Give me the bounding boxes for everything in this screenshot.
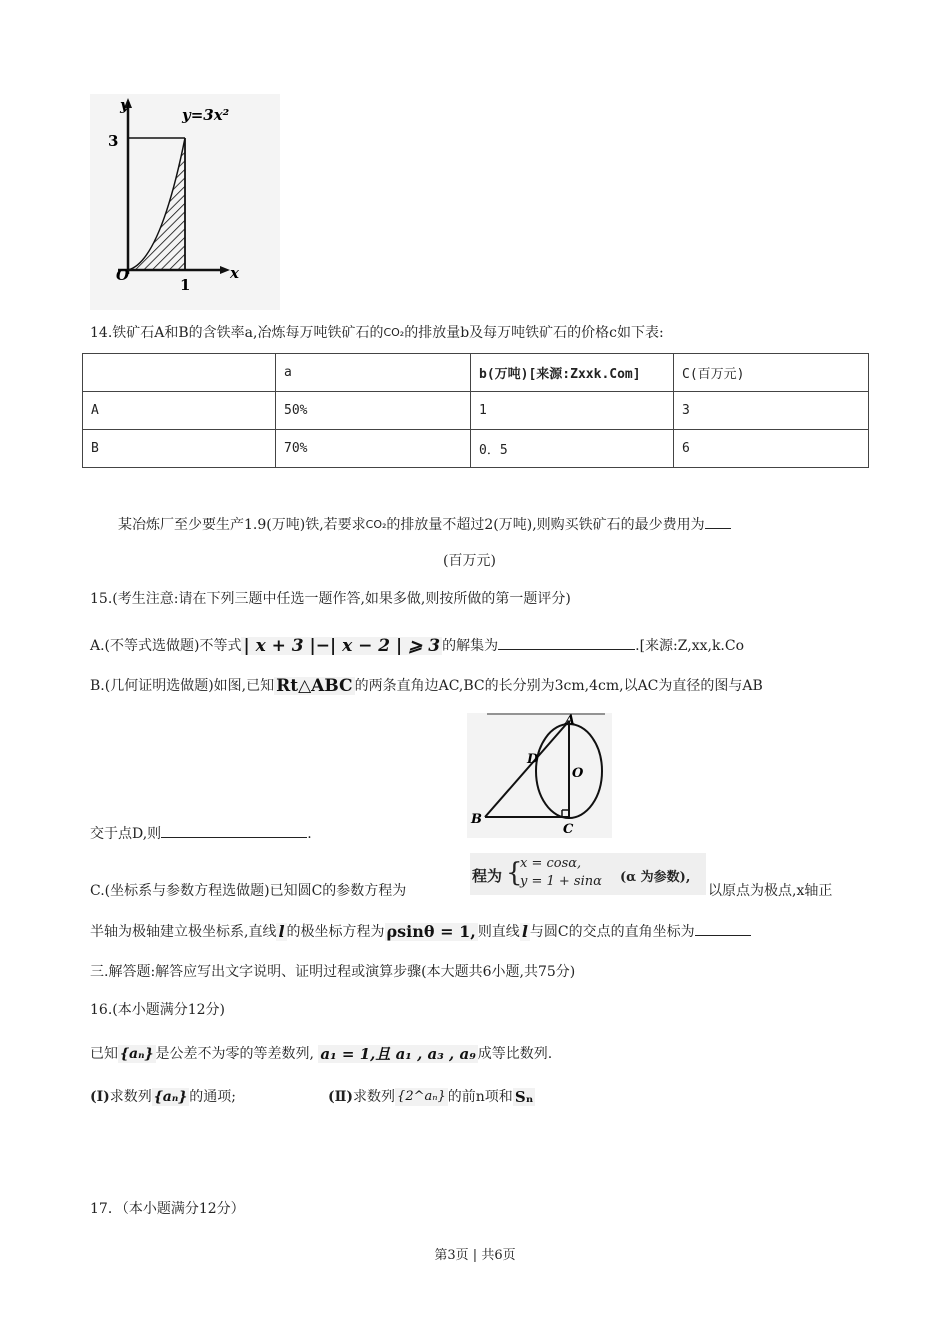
circle-figure-svg xyxy=(467,713,612,838)
q16-line1-mid: 是公差不为零的等差数列, xyxy=(155,1046,314,1062)
point-c-label: C xyxy=(563,822,574,837)
q16-p2-text: 求数列 xyxy=(353,1089,396,1105)
param-note: (α 为参数), xyxy=(620,870,691,885)
table-header-cell: C(百万元) xyxy=(674,354,869,392)
table-header-cell xyxy=(83,354,276,392)
param-line-2: y = 1 + sinα xyxy=(520,874,602,889)
table-cell: B xyxy=(83,430,276,468)
q14-prompt-pre: 某冶炼厂至少要生产1.9(万吨)铁,若要求 xyxy=(118,517,366,533)
parametric-equation xyxy=(470,853,706,895)
q16-title: 16.(本小题满分12分) xyxy=(90,1002,226,1018)
q15-a-tail: .[来源:Z,xx,k.Co xyxy=(635,638,745,654)
q15-b-pre: B.(几何证明选做题)如图,已知 xyxy=(90,678,275,694)
table-header-cell: b(万吨)[来源:Zxxk.Com] xyxy=(471,354,674,392)
x-arrow-icon xyxy=(220,266,230,274)
q15-b-line2-text: 交于点D,则 xyxy=(90,826,162,842)
table-cell: 50% xyxy=(276,392,471,430)
table-header-row xyxy=(83,354,869,392)
area-figure xyxy=(90,94,280,310)
q15-a-pre: A.(不等式选做题)不等式 xyxy=(90,638,242,654)
origin-label: O xyxy=(116,266,130,284)
q16-line1 xyxy=(90,1045,552,1063)
page-footer: 第3页 | 共6页 xyxy=(434,1248,516,1263)
q15-b-end: . xyxy=(307,826,312,842)
table-row xyxy=(83,392,869,430)
sequence-condition: a₁ = 1,且 a₁ , a₃ , a₉ xyxy=(320,1045,476,1063)
y-axis-label: y xyxy=(120,96,129,114)
table-header-cell: a xyxy=(276,354,471,392)
q15-c-line2-post: 与圆C的交点的直角坐标为 xyxy=(529,924,695,940)
co2-formula: CO₂ xyxy=(383,326,405,339)
q15-c-line2-mid: 的极坐标方程为 xyxy=(286,924,385,940)
sequence-an: {aₙ} xyxy=(153,1089,188,1105)
sequence-2an: {2^aₙ} xyxy=(397,1089,446,1104)
q16-part2 xyxy=(328,1088,535,1106)
x-axis-label: x xyxy=(230,264,239,282)
q16-p1-text: 求数列 xyxy=(109,1089,152,1105)
triangle-formula: Rt△ABC xyxy=(276,676,353,696)
q14-prompt-post: 的排放量不超过2(万吨),则购买铁矿石的最少费用为 xyxy=(386,517,705,533)
q15-a-post: 的解集为 xyxy=(442,638,499,654)
param-prefix: 程为 xyxy=(472,867,503,885)
line-l-symbol: l xyxy=(521,922,528,941)
q16-line1-pre: 已知 xyxy=(90,1046,118,1062)
q15-intro: 15.(考生注意:请在下列三题中任选一题作答,如果多做,则按所做的第一题评分) xyxy=(90,591,571,607)
q16-p1-post: 的通项; xyxy=(189,1089,237,1105)
q15-b xyxy=(90,677,763,695)
q16-part1 xyxy=(90,1088,236,1106)
q14-prompt xyxy=(118,513,731,534)
q14-intro xyxy=(90,324,664,342)
shaded-region xyxy=(128,138,185,270)
co2-formula: CO₂ xyxy=(365,518,387,531)
q15-c-post: 以原点为极点,x轴正 xyxy=(708,883,833,899)
q14-text-pre: 14.铁矿石A和B的含铁率a,冶炼每万吨铁矿石的 xyxy=(90,325,384,341)
brace-icon: { xyxy=(506,858,523,888)
tick-x-1: 1 xyxy=(180,276,191,294)
table-row xyxy=(83,430,869,468)
q15-c-line2 xyxy=(90,920,751,941)
q15-c-line2-pre: 半轴为极轴建立极坐标系,直线 xyxy=(90,924,277,940)
q15-c-line2-mid2: 则直线 xyxy=(477,924,520,940)
polar-equation: ρsinθ = 1, xyxy=(386,922,476,941)
table-cell: 70% xyxy=(276,430,471,468)
curve-label: y=3x² xyxy=(182,106,230,124)
q15-a xyxy=(90,634,744,655)
point-b-label: B xyxy=(471,812,482,827)
q15-b-post: 的两条直角边AC,BC的长分别为3cm,4cm,以AC为直径的图与AB xyxy=(354,678,763,694)
q15-c-pre: C.(坐标系与参数方程选做题)已知圆C的参数方程为 xyxy=(90,883,407,899)
q15-b-line2 xyxy=(90,822,312,843)
q14-text-post: 的排放量b及每万吨铁矿石的价格c如下表: xyxy=(404,325,664,341)
sequence-an: {aₙ} xyxy=(120,1046,154,1062)
point-a-label: A xyxy=(565,713,576,728)
q14-unit: (百万元) xyxy=(443,553,496,569)
area-figure-svg xyxy=(90,94,280,310)
table-cell: 3 xyxy=(674,392,869,430)
q15-b-answer-blank[interactable] xyxy=(161,822,307,838)
table-cell: 6 xyxy=(674,430,869,468)
line-l-symbol: l xyxy=(278,922,285,941)
segment-ab xyxy=(485,721,569,817)
q15-a-answer-blank[interactable] xyxy=(498,634,635,650)
part-2-mark: (Ⅱ) xyxy=(328,1089,354,1105)
table-cell: 0．5 xyxy=(471,430,674,468)
point-d-label: D xyxy=(527,752,539,767)
table-cell: 1 xyxy=(471,392,674,430)
part-1-mark: (Ⅰ) xyxy=(90,1089,110,1105)
circle-figure xyxy=(467,713,612,838)
inequality-formula: | x + 3 |−| x − 2 | ⩾ 3 xyxy=(243,636,441,656)
tick-y-3: 3 xyxy=(108,132,119,150)
sum-sn: Sₙ xyxy=(514,1088,534,1106)
q14-answer-blank[interactable] xyxy=(705,513,731,529)
param-line-1: x = cosα, xyxy=(520,856,582,871)
q17-title: 17．（本小题满分12分） xyxy=(90,1201,245,1217)
ore-table xyxy=(82,353,869,468)
point-o-label: O xyxy=(572,766,584,781)
q15-c-answer-blank[interactable] xyxy=(695,920,751,936)
q16-p2-post: 的前n项和 xyxy=(447,1089,513,1105)
q16-line1-post: 成等比数列. xyxy=(477,1046,553,1062)
table-cell: A xyxy=(83,392,276,430)
section-3-heading: 三.解答题:解答应写出文字说明、证明过程或演算步骤(本大题共6小题,共75分) xyxy=(90,964,576,980)
